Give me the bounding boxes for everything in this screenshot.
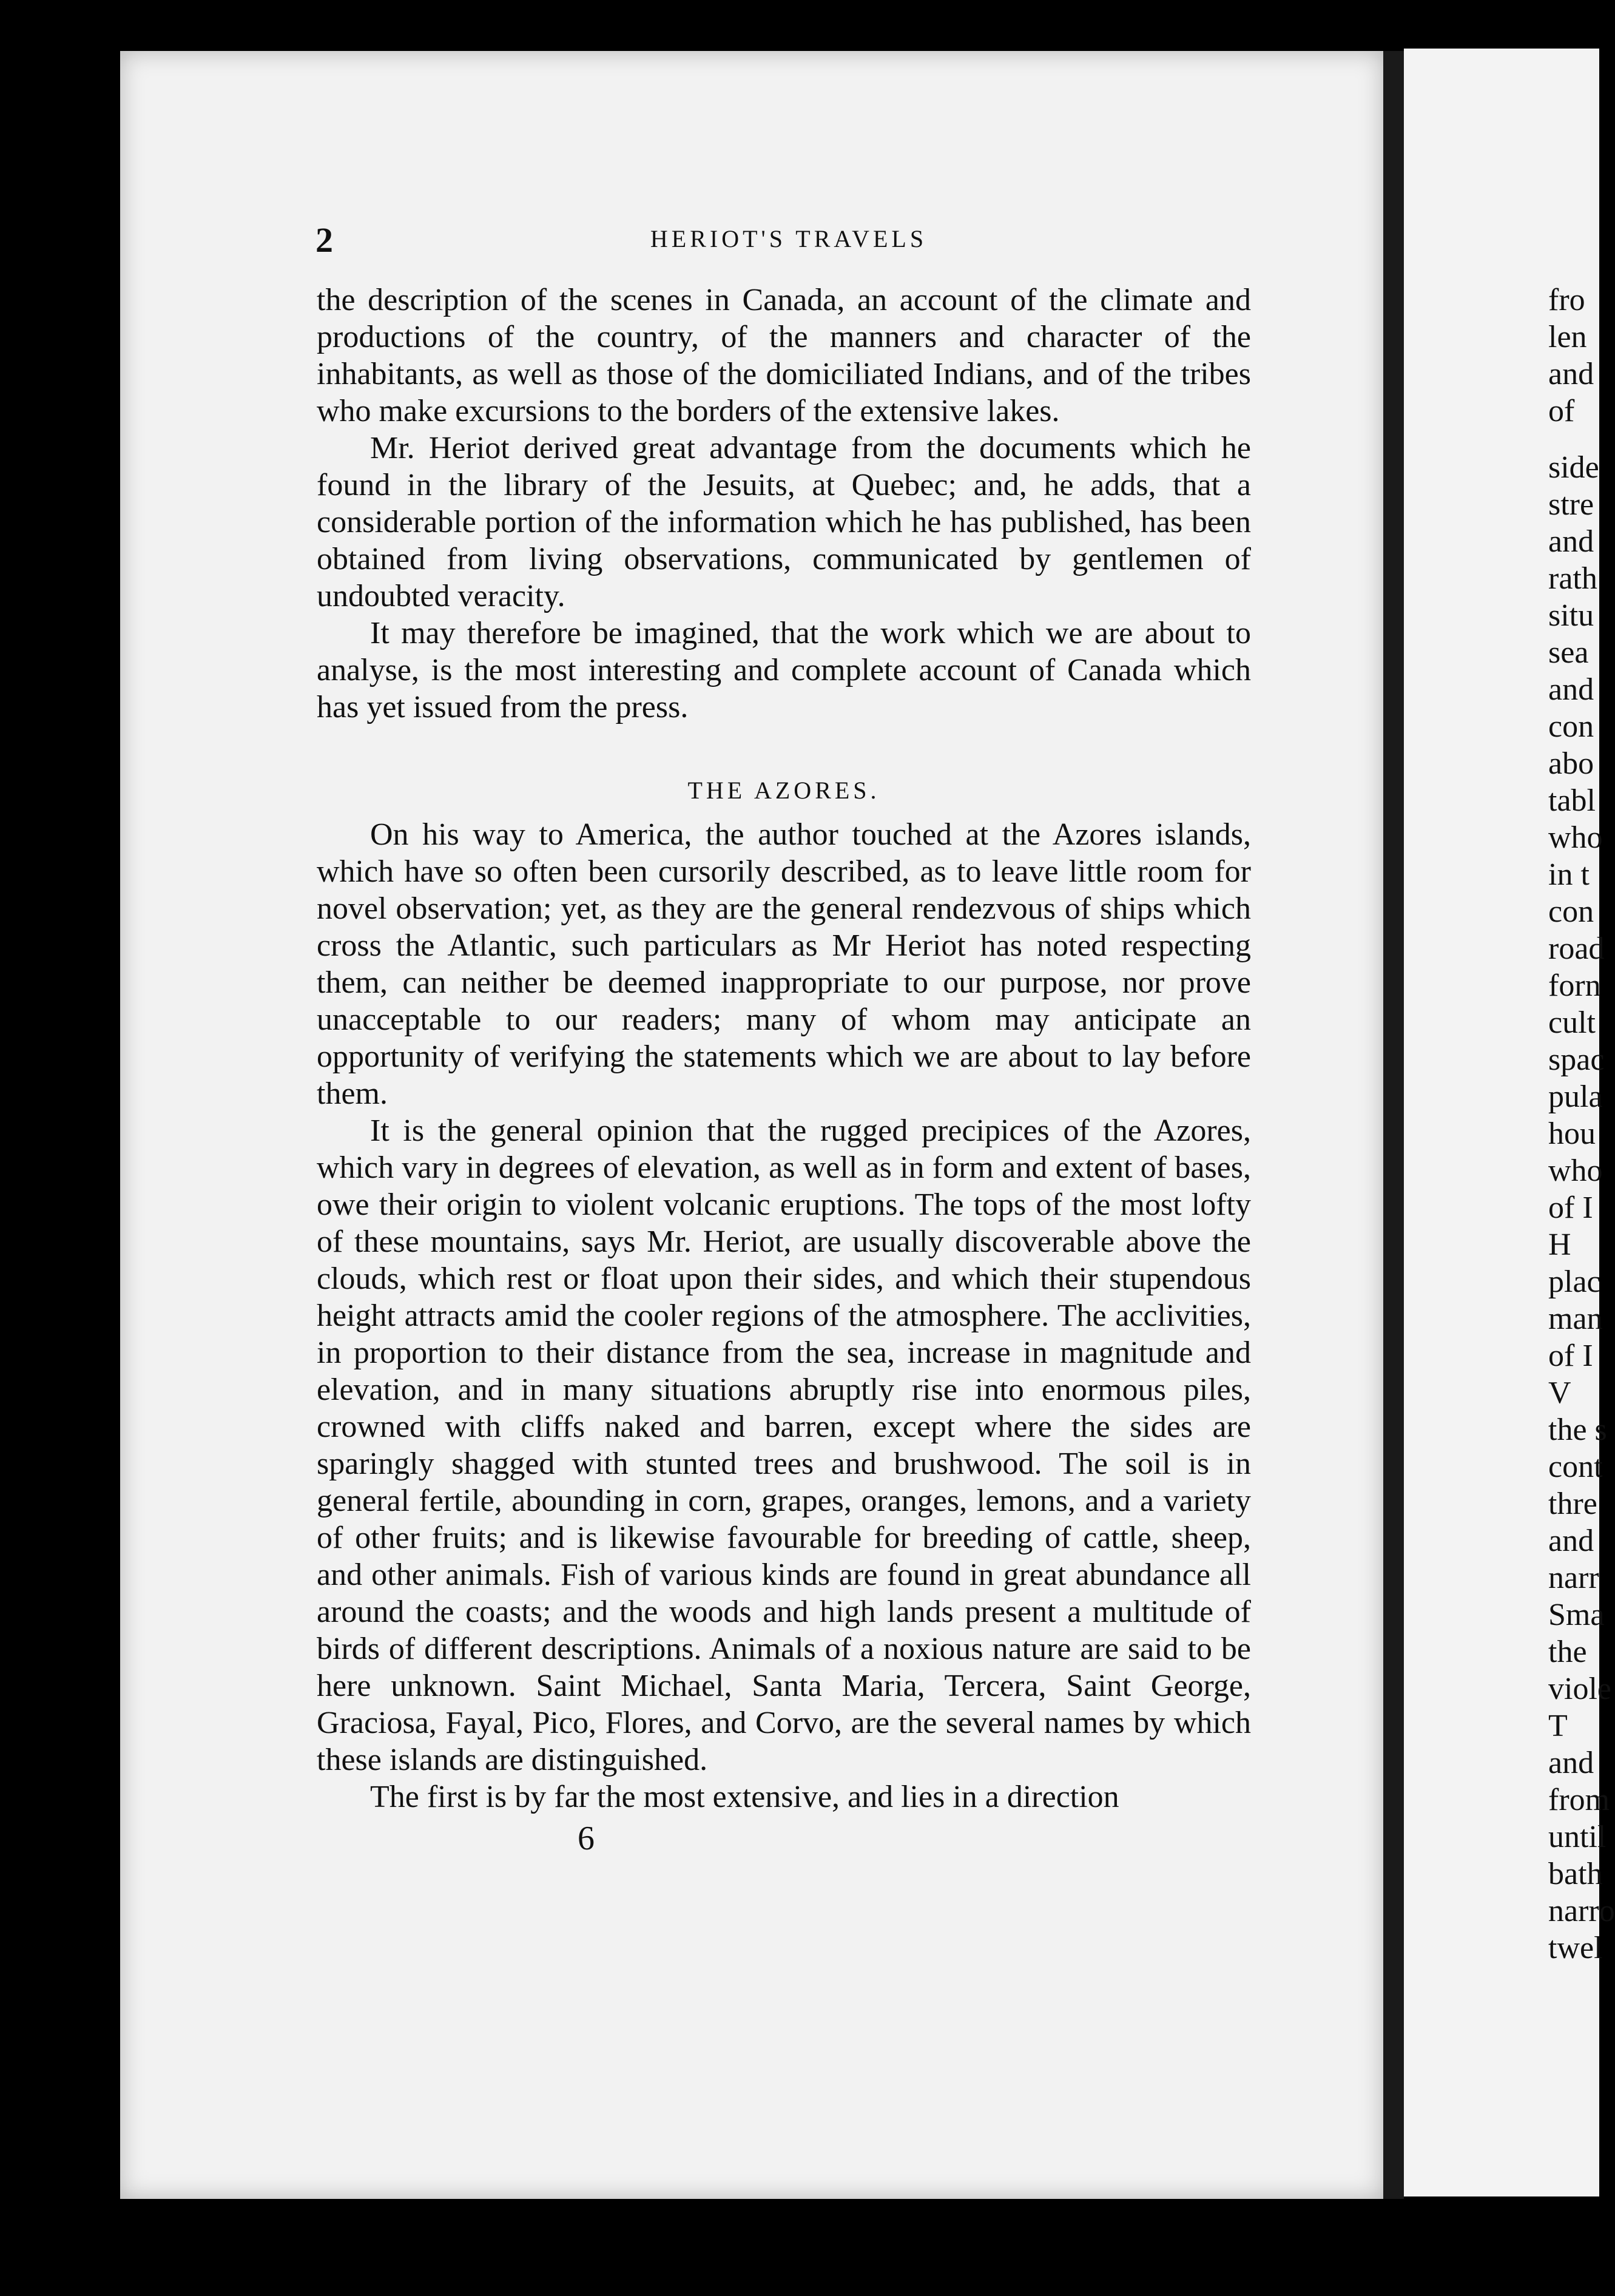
facing-page-line: H	[1548, 1227, 1571, 1262]
facing-page-line: of I	[1548, 1190, 1593, 1225]
facing-page-line: the	[1548, 1635, 1587, 1669]
facing-page-line: and	[1548, 1746, 1594, 1780]
facing-page-line: cont	[1548, 1450, 1603, 1484]
paragraph-5: It is the general opinion that the rugged precipices of the Azores, which vary in degrees of elevation, as well as in form and extent of bases, owe their origin to violent volcanic eruptions. The tops of the most lofty of these mountains, says Mr. Heriot, are usually discoverable above the clouds, which rest or float upon their sides, and which their stupendous height attracts amid the cooler regions of the atmosphere. The acclivities, in proportion to their distance from the sea, increase in magnitude and elevation, and in many situations abruptly rise into enormous piles, crowned with cliffs naked and barren, except where the sides are sparingly shagged with stunted trees and brushwood. The soil is in general fertile, abounding in corn, grapes, oranges, lemons, and a variety of other fruits; and is likewise favourable for breeding of cattle, sheep, and other animals. Fish of various kinds are found in great abundance all around the coasts; and the woods and high lands present a multitude of birds of different descriptions. Animals of a noxious nature are said to be here unknown. Saint Michael, Santa Maria, Tercera, Saint George, Graciosa, Fayal, Pico, Flores, and Corvo, are the several names by which these islands are distinguished.	[317, 1113, 1251, 1777]
facing-page-line: viole	[1548, 1672, 1611, 1706]
facing-page-text-fragments	[1548, 282, 1615, 1967]
facing-page-line: con	[1548, 709, 1594, 744]
facing-page-line: bath	[1548, 1857, 1603, 1891]
facing-page-line: plac	[1548, 1264, 1601, 1299]
facing-page-line: the s	[1548, 1413, 1607, 1447]
section-heading: THE AZORES.	[687, 777, 880, 804]
paragraph-3: It may therefore be imagined, that the work which we are about to analyse, is the most interesting and complete account of Canada which has yet issued from the press.	[317, 616, 1251, 724]
facing-page-line: abo	[1548, 746, 1594, 781]
facing-page-line: sea	[1548, 635, 1589, 670]
running-title: HERIOT'S TRAVELS	[650, 225, 928, 252]
paragraph-4: On his way to America, the author touched at the Azores islands, which have so often been cursorily described, as to leave little room for novel observation; yet, as they are the general rendezvous of ships which cross the Atlantic, such particulars as Mr Heriot has noted respecting them, can neither be deemed inappropriate to our purpose, nor prove unacceptable to our readers; many of whom may anticipate an opportunity of verifying the statements which we are about to lay before them.	[317, 817, 1251, 1111]
page-number: 2	[315, 220, 333, 260]
facing-page-line: cult	[1548, 1005, 1596, 1040]
facing-page-line: pula	[1548, 1079, 1603, 1114]
main-text-column	[317, 282, 1251, 1857]
facing-page-line: in t	[1548, 857, 1590, 892]
running-header	[315, 220, 1262, 262]
facing-page-line: man	[1548, 1302, 1603, 1336]
facing-page-line: and	[1548, 357, 1594, 391]
facing-page-line: of	[1548, 394, 1575, 428]
paragraph-6: The first is by far the most extensive, and lies in a direction	[370, 1780, 1119, 1814]
paragraph-2: Mr. Heriot derived great advantage from the documents which he found in the library of the Jesuits, at Quebec; and, he adds, that a considerable portion of the information which he has published, has been obtained from living observations, communicated by gentlemen of undoubted veracity.	[317, 431, 1251, 613]
facing-page-line: who	[1548, 1153, 1603, 1188]
facing-page-line: fro	[1548, 283, 1585, 317]
facing-page-line: forn	[1548, 968, 1601, 1003]
facing-page-line: and	[1548, 524, 1594, 559]
facing-page-line: and	[1548, 1524, 1594, 1558]
facing-page-line: from	[1548, 1783, 1610, 1817]
book-gutter	[1383, 51, 1404, 2199]
facing-page-line: narr	[1548, 1561, 1599, 1595]
facing-page-line: side	[1548, 450, 1599, 485]
facing-page-line: of I	[1548, 1339, 1593, 1373]
facing-page-line: stre	[1548, 487, 1594, 522]
facing-page-line: rath	[1548, 561, 1597, 596]
facing-page-line: len	[1548, 320, 1587, 354]
signature-mark: 6	[578, 1820, 595, 1857]
facing-page-line: Sma	[1548, 1598, 1605, 1632]
facing-page-line: T	[1548, 1709, 1568, 1743]
paragraph-1: the description of the scenes in Canada, an account of the climate and productions of the country, of the manners and character of the inhabitants, as well as those of the domiciliated Indians, and of the tribes who make excursions to the borders of the extensive lakes.	[317, 283, 1251, 428]
facing-page-line: narro	[1548, 1894, 1615, 1928]
facing-page-line: road	[1548, 931, 1605, 966]
facing-page-line: spac	[1548, 1042, 1605, 1077]
facing-page-line: who	[1548, 820, 1603, 855]
facing-page-line	[1548, 430, 1599, 449]
facing-page-line: con	[1548, 894, 1594, 929]
facing-page-line: twel	[1548, 1931, 1603, 1965]
facing-page-line: situ	[1548, 598, 1594, 633]
facing-page-line: until	[1548, 1820, 1607, 1854]
facing-page-line: tabl	[1548, 783, 1596, 818]
facing-page-line: hou	[1548, 1116, 1596, 1151]
facing-page-line: thre	[1548, 1487, 1597, 1521]
facing-page-line: V	[1548, 1376, 1571, 1410]
facing-page-line: and	[1548, 672, 1594, 707]
